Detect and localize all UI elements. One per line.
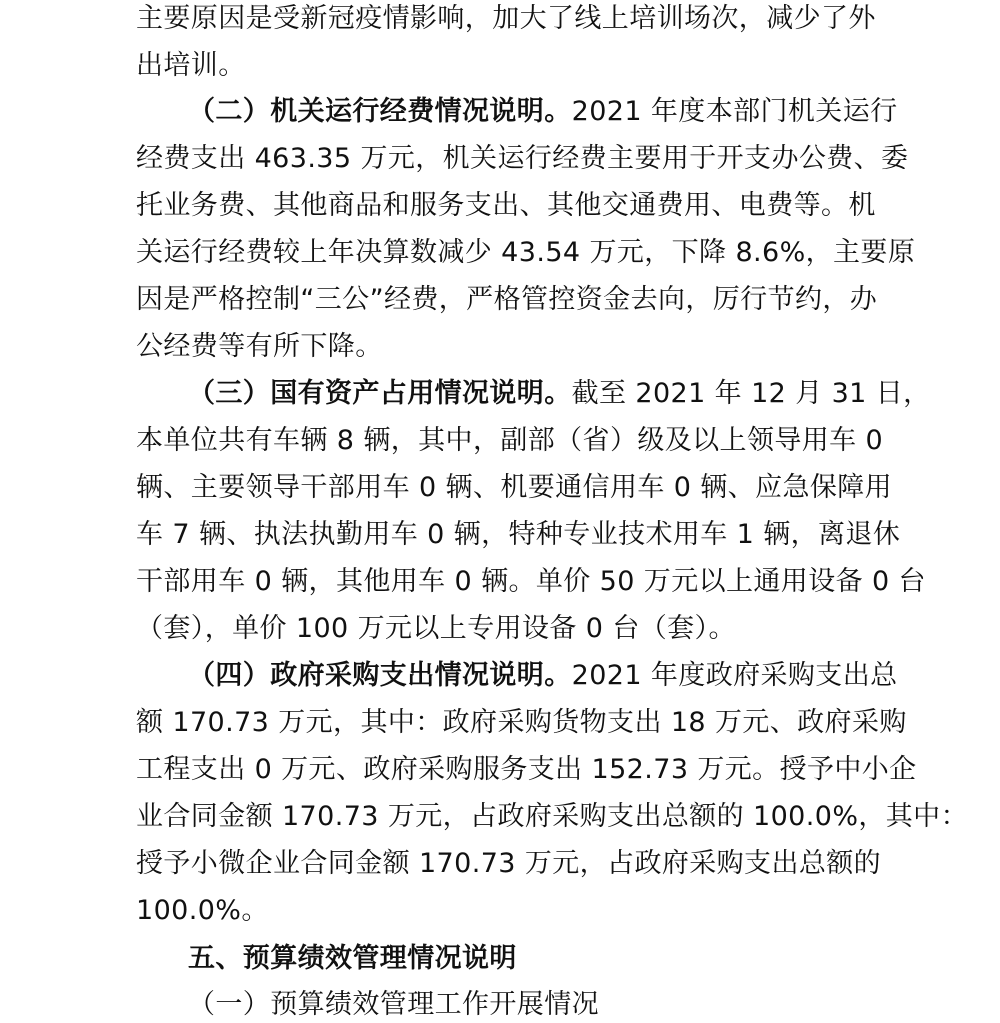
paragraph-line xyxy=(136,3,876,35)
line-text: 托业务费、其他商品和服务支出、其他交通费用、电费等。机 xyxy=(136,190,876,221)
section-four-line xyxy=(188,660,898,692)
paragraph-line xyxy=(136,50,246,82)
paragraph-line xyxy=(136,519,900,551)
heading-text: （一）预算绩效管理工作开展情况 xyxy=(188,989,599,1020)
line-text: （套），单价 100 万元以上专用设备 0 台（套）。 xyxy=(136,613,736,644)
line-text: 2021 年度本部门机关运行 xyxy=(571,96,898,127)
paragraph-line xyxy=(136,143,908,175)
line-text: 截至 2021 年 12 月 31 日， xyxy=(571,378,931,409)
paragraph-line xyxy=(136,237,915,269)
section-label: （三）国有资产占用情况说明。 xyxy=(188,378,572,409)
paragraph-line xyxy=(136,472,892,504)
line-text: 车 7 辆、执法执勤用车 0 辆，特种专业技术用车 1 辆，离退休 xyxy=(136,519,901,550)
paragraph-line xyxy=(136,425,883,457)
line-text: 因是严格控制“三公”经费，严格管控资金去向，厉行节约，办 xyxy=(136,284,878,315)
paragraph-line xyxy=(136,613,736,645)
line-text: 业合同金额 170.73 万元，占政府采购支出总额的 100.0%，其中： xyxy=(136,801,968,832)
paragraph-line xyxy=(136,566,926,598)
paragraph-line xyxy=(136,190,876,222)
section-heading xyxy=(188,942,517,974)
paragraph-line xyxy=(136,801,968,833)
line-text: 干部用车 0 辆，其他用车 0 辆。单价 50 万元以上通用设备 0 台 xyxy=(136,566,926,597)
line-text: 关运行经费较上年决算数减少 43.54 万元，下降 8.6%，主要原 xyxy=(136,237,916,268)
line-text: 2021 年度政府采购支出总 xyxy=(571,660,898,691)
line-text: 本单位共有车辆 8 辆，其中，副部（省）级及以上领导用车 0 xyxy=(136,425,884,456)
paragraph-line xyxy=(136,284,877,316)
section-label: （二）机关运行经费情况说明。 xyxy=(188,96,572,127)
subsection-heading xyxy=(188,989,599,1021)
paragraph-line xyxy=(136,331,383,363)
line-text: 授予小微企业合同金额 170.73 万元，占政府采购支出总额的 xyxy=(136,848,882,879)
line-text: 公经费等有所下降。 xyxy=(136,331,383,362)
paragraph-line xyxy=(136,707,907,739)
line-text: 经费支出 463.35 万元，机关运行经费主要用于开支办公费、委 xyxy=(136,143,909,174)
line-text: 辆、主要领导干部用车 0 辆、机要通信用车 0 辆、应急保障用 xyxy=(136,472,893,503)
line-text: 额 170.73 万元，其中：政府采购货物支出 18 万元、政府采购 xyxy=(136,707,907,738)
line-text: 主要原因是受新冠疫情影响，加大了线上培训场次，减少了外 xyxy=(136,3,876,34)
section-label: （四）政府采购支出情况说明。 xyxy=(188,660,572,691)
line-text: 100.0%。 xyxy=(136,895,269,926)
paragraph-line xyxy=(136,895,269,927)
paragraph-line xyxy=(136,848,881,880)
paragraph-line xyxy=(136,754,917,786)
heading-text: 五、预算绩效管理情况说明 xyxy=(188,943,517,973)
line-text: 工程支出 0 万元、政府采购服务支出 152.73 万元。授予中小企 xyxy=(136,754,917,785)
section-two-line xyxy=(188,96,898,128)
section-three-line xyxy=(188,378,931,410)
line-text: 出培训。 xyxy=(136,50,246,81)
